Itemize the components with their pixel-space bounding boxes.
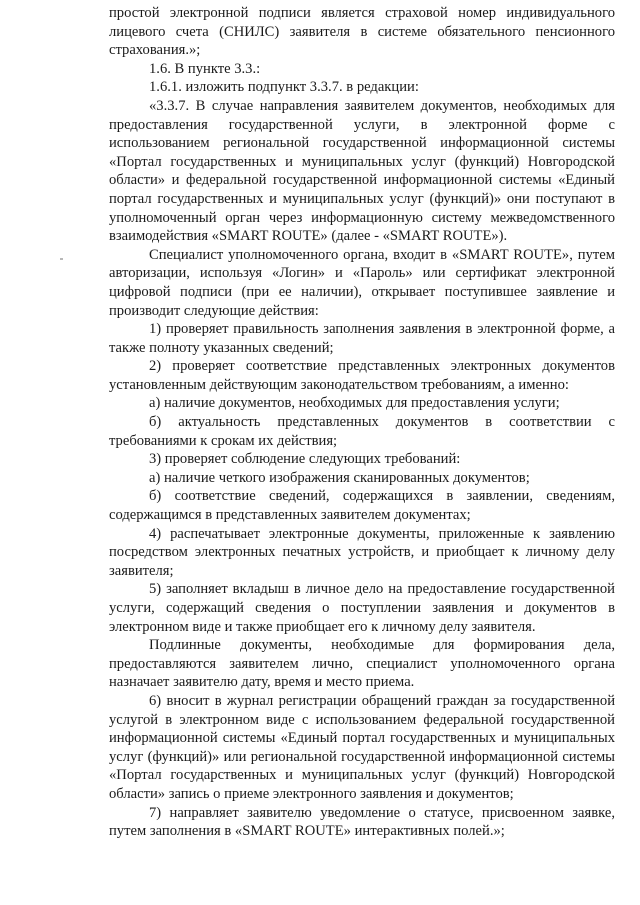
paragraph-1-6: 1.6. В пункте 3.3.:: [149, 60, 261, 77]
list-item-5: 5) заполняет вкладыш в личное дело на предоставление государственной услуги, содержащий сведения о поступлении заявления и документов в электронном виде и также приобщает его к личному делу заявителя.: [109, 581, 615, 635]
list-item-3a: а) наличие четкого изображения сканированных документов;: [149, 469, 530, 486]
list-item-2a: а) наличие документов, необходимых для предоставления услуги;: [149, 395, 560, 412]
paragraph-specialist: Специалист уполномоченного органа, входит в «SMART ROUTE», путем авторизации, используя «Логин» и «Пароль» или сертификат электронной цифровой подписи (при ее наличии), открывает поступившее заявление и производит следующие действия:: [109, 246, 615, 319]
margin-mark: [60, 258, 63, 260]
list-item-1: 1) проверяет правильность заполнения заявления в электронной форме, а также полноту указанных сведений;: [109, 321, 615, 356]
list-item-6: 6) вносит в журнал регистрации обращений граждан за государственной услугой в электронном виде с использованием федеральной государственной информационной системы «Единый портал государственных и муниципальных услуг (функций)» или региональной государственной информационной системы «Портал государственных и муниципальных услуг (функций) Новгородской области» запись о приеме электронного заявления и документов;: [109, 692, 615, 802]
list-item-2b: б) актуальность представленных документов в соответствии с требованиями к срокам их действия;: [109, 414, 615, 449]
paragraph-snils: простой электронной подписи является страховой номер индивидуального лицевого счета (СНИЛС) заявителя в системе обязательного пенсионного страхования.»;: [109, 5, 615, 59]
paragraph-originals: Подлинные документы, необходимые для формирования дела, предоставляются заявителем лично, специалист уполномоченного органа назначает заявителю дату, время и место приема.: [109, 637, 615, 691]
list-item-2: 2) проверяет соответствие представленных электронных документов установленным действующим законодательством требованиям, а именно:: [109, 358, 615, 393]
list-item-3b: б) соответствие сведений, содержащихся в заявлении, сведениям, содержащимся в представленных заявителем документах;: [109, 488, 615, 524]
document-page: [109, 4, 615, 841]
list-item-7: 7) направляет заявителю уведомление о статусе, присвоенном заявке, путем заполнения в «SMART ROUTE» интерактивных полей.»;: [109, 804, 615, 840]
list-item-4: 4) распечатывает электронные документы, приложенные к заявлению посредством электронных печатных устройств, и приобщает к личному делу заявителя;: [109, 525, 615, 579]
list-item-3: 3) проверяет соблюдение следующих требований:: [149, 451, 461, 468]
paragraph-3-3-7: «3.3.7. В случае направления заявителем документов, необходимых для предоставления государственной услуги, в электронной форме с использованием региональной государственной информационной системы «Портал государственных и муниципальных услуг (функций) Новгородской области» и федеральной государственной информационной системы «Единый портал государственных и муниципальных услуг (функций)» они поступают в уполномоченный орган через информационную систему межведомственного взаимодействия «SMART ROUTE» (далее - «SMART ROUTE»).: [109, 97, 615, 245]
paragraph-1-6-1: 1.6.1. изложить подпункт 3.3.7. в редакции:: [149, 79, 419, 96]
